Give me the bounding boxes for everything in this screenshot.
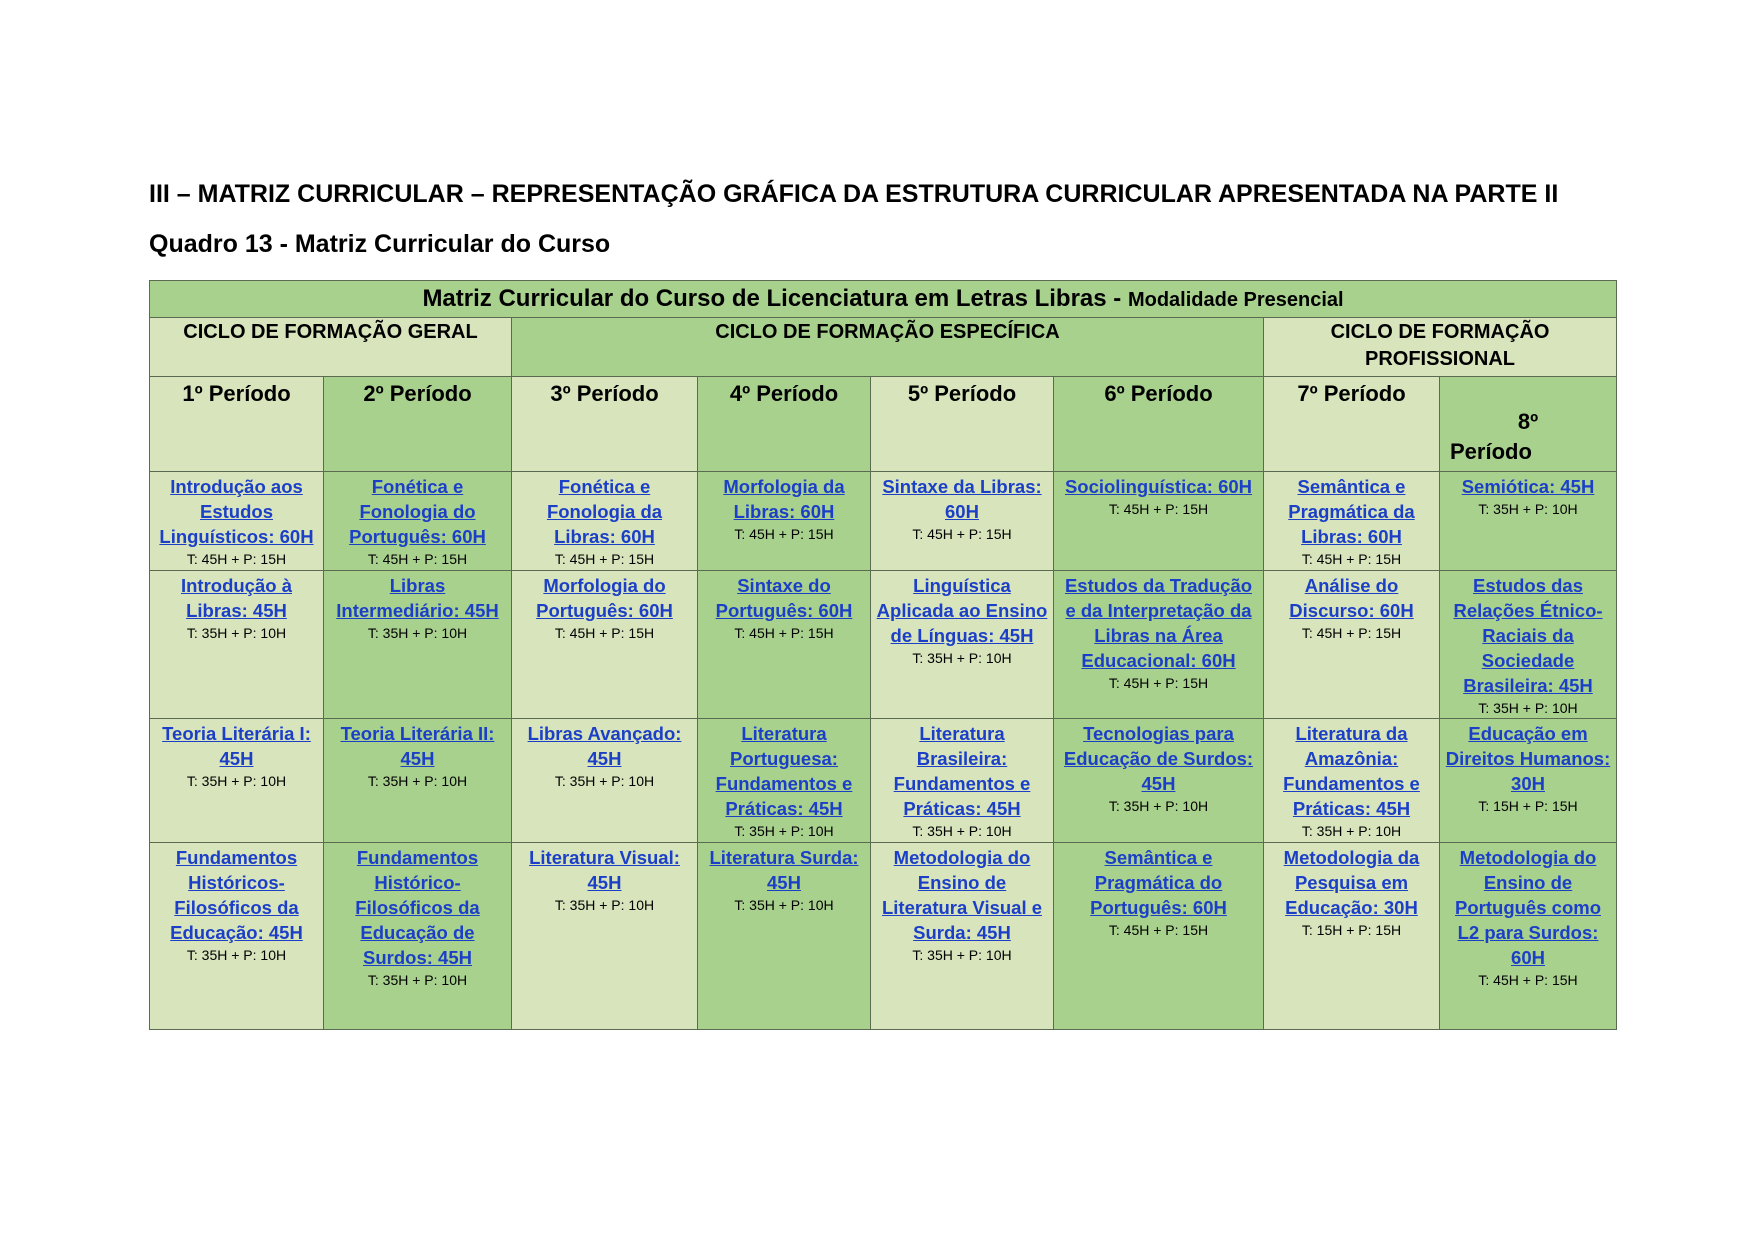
period-header-1: [150, 377, 324, 472]
subject-load: T: 35H + P: 10H: [367, 972, 468, 988]
subject-load: T: 45H + P: 15H: [1108, 675, 1209, 691]
period-8-number: 8º: [1517, 409, 1539, 434]
subject-link[interactable]: Introdução à Libras: 45H: [180, 575, 292, 621]
period-label: 2º Período: [363, 381, 472, 406]
subject-link[interactable]: Análise do Discurso: 60H: [1289, 575, 1414, 621]
period-label: 5º Período: [907, 381, 1017, 406]
subject-link[interactable]: Sintaxe do Português: 60H: [715, 575, 853, 621]
subject-load: T: 35H + P: 10H: [186, 773, 287, 789]
subject-cell: [1440, 719, 1617, 843]
subject-cell: [512, 843, 698, 1030]
period-header-4: [698, 377, 871, 472]
subject-load: T: 35H + P: 10H: [367, 625, 468, 641]
subject-link[interactable]: Fonética e Fonologia da Libras: 60H: [546, 476, 663, 547]
subject-cell: [698, 719, 871, 843]
curriculum-matrix-table: [149, 280, 1617, 1030]
subject-load: T: 45H + P: 15H: [554, 625, 655, 641]
subject-load: T: 45H + P: 15H: [1301, 625, 1402, 641]
subject-cell: [1264, 571, 1440, 719]
subject-link[interactable]: Educação em Direitos Humanos: 30H: [1445, 723, 1611, 794]
subject-row-4: [150, 843, 1617, 1030]
subject-row-2: [150, 571, 1617, 719]
period-label: 7º Período: [1297, 381, 1406, 406]
period-row: [150, 377, 1617, 472]
period-label: 1º Período: [182, 381, 291, 406]
subject-link[interactable]: Morfologia do Português: 60H: [536, 575, 673, 621]
subject-link[interactable]: Literatura da Amazônia: Fundamentos e Práticas: 45H: [1283, 723, 1420, 819]
title-separator: -: [1106, 285, 1128, 312]
subject-cell: [324, 719, 512, 843]
subject-cell: [1440, 843, 1617, 1030]
period-header-7: [1264, 377, 1440, 472]
subject-load: T: 45H + P: 15H: [186, 551, 287, 567]
subject-cell: [512, 472, 698, 571]
subject-cell: [1054, 843, 1264, 1030]
subject-link[interactable]: Semântica e Pragmática da Libras: 60H: [1288, 476, 1415, 547]
subject-cell: [512, 719, 698, 843]
subject-load: T: 15H + P: 15H: [1478, 798, 1578, 814]
subject-load: T: 35H + P: 10H: [186, 947, 287, 963]
subject-link[interactable]: Teoria Literária I: 45H: [162, 723, 311, 769]
period-header-2: [324, 377, 512, 472]
period-header-8: [1440, 377, 1617, 472]
subject-link[interactable]: Metodologia do Ensino de Literatura Visual e Surda: 45H: [881, 847, 1043, 943]
subject-cell: [1264, 843, 1440, 1030]
page-heading: III – MATRIZ CURRICULAR – REPRESENTAÇÃO GRÁFICA DA ESTRUTURA CURRICULAR APRESENTADA NA PARTE II: [149, 180, 1559, 208]
subject-cell: [698, 571, 871, 719]
subject-load: T: 15H + P: 15H: [1301, 922, 1402, 938]
subject-link[interactable]: Metodologia da Pesquisa em Educação: 30H: [1283, 847, 1420, 918]
subject-cell: [1264, 472, 1440, 571]
subject-load: T: 35H + P: 10H: [1108, 798, 1209, 814]
subject-cell: [150, 472, 324, 571]
subject-link[interactable]: Libras Intermediário: 45H: [336, 575, 499, 621]
cycle-specific: CICLO DE FORMAÇÃO ESPECÍFICA: [512, 318, 1264, 377]
subject-link[interactable]: Literatura Surda: 45H: [709, 847, 859, 893]
subject-link[interactable]: Introdução aos Estudos Linguísticos: 60H: [159, 476, 314, 547]
subject-link[interactable]: Metodologia do Ensino de Português como L2 para Surdos: 60H: [1455, 847, 1601, 968]
subject-load: T: 45H + P: 15H: [1108, 922, 1209, 938]
subject-load: T: 45H + P: 15H: [1478, 972, 1578, 988]
subject-cell: [871, 472, 1054, 571]
cycle-row: [150, 318, 1617, 377]
subject-link[interactable]: Semiótica: 45H: [1461, 476, 1595, 497]
subject-link[interactable]: Fundamentos Histórico-Filosóficos da Educação de Surdos: 45H: [355, 847, 480, 968]
period-label: 4º Período: [729, 381, 839, 406]
subject-load: T: 35H + P: 10H: [734, 823, 834, 839]
subject-cell: [1054, 472, 1264, 571]
subject-load: T: 35H + P: 10H: [734, 897, 834, 913]
subject-load: T: 45H + P: 15H: [734, 526, 834, 542]
subject-cell: [698, 843, 871, 1030]
subject-row-1: [150, 472, 1617, 571]
subject-load: T: 35H + P: 10H: [912, 650, 1012, 666]
period-header-5: [871, 377, 1054, 472]
subject-cell: [871, 571, 1054, 719]
subject-load: T: 35H + P: 10H: [1301, 823, 1402, 839]
subject-cell: [871, 719, 1054, 843]
table-title-cell: [150, 281, 1617, 318]
subject-link[interactable]: Sintaxe da Libras: 60H: [882, 476, 1042, 522]
title-row: [150, 281, 1617, 318]
subject-load: T: 45H + P: 15H: [554, 551, 655, 567]
subject-link[interactable]: Estudos das Relações Étnico-Raciais da Sociedade Brasileira: 45H: [1453, 575, 1603, 696]
subject-link[interactable]: Libras Avançado: 45H: [527, 723, 682, 769]
subject-cell: [324, 472, 512, 571]
cycle-general: CICLO DE FORMAÇÃO GERAL: [150, 318, 512, 377]
subject-link[interactable]: Literatura Portuguesa: Fundamentos e Práticas: 45H: [715, 723, 853, 819]
subject-cell: [150, 719, 324, 843]
period-label: 3º Período: [550, 381, 659, 406]
subject-load: T: 45H + P: 15H: [367, 551, 468, 567]
subject-link[interactable]: Teoria Literária II: 45H: [340, 723, 495, 769]
subject-cell: [512, 571, 698, 719]
subject-link[interactable]: Linguística Aplicada ao Ensino de Línguas: 45H: [876, 575, 1048, 646]
subject-link[interactable]: Estudos da Tradução e da Interpretação da Libras na Área Educacional: 60H: [1064, 575, 1253, 671]
subject-link[interactable]: Literatura Visual: 45H: [529, 847, 680, 893]
subject-load: T: 35H + P: 10H: [912, 823, 1012, 839]
period-8-word: Período: [1450, 439, 1532, 464]
subject-link[interactable]: Tecnologias para Educação de Surdos: 45H: [1063, 723, 1254, 794]
subject-load: T: 35H + P: 10H: [1478, 700, 1578, 716]
period-label: 6º Período: [1104, 381, 1213, 406]
subject-load: T: 35H + P: 10H: [554, 773, 655, 789]
period-header-3: [512, 377, 698, 472]
subject-cell: [150, 843, 324, 1030]
subject-load: T: 45H + P: 15H: [912, 526, 1012, 542]
table-modality: Modalidade Presencial: [1127, 289, 1344, 311]
period-header-6: [1054, 377, 1264, 472]
subject-cell: [1264, 719, 1440, 843]
subject-row-3: [150, 719, 1617, 843]
subject-link[interactable]: Morfologia da Libras: 60H: [723, 476, 845, 522]
subject-link[interactable]: Literatura Brasileira: Fundamentos e Práticas: 45H: [893, 723, 1031, 819]
subject-cell: [698, 472, 871, 571]
subject-link[interactable]: Fonética e Fonologia do Português: 60H: [349, 476, 486, 547]
subject-load: T: 35H + P: 10H: [1478, 501, 1578, 517]
subject-cell: [1440, 472, 1617, 571]
subject-link[interactable]: Semântica e Pragmática do Português: 60H: [1090, 847, 1227, 918]
subject-load: T: 35H + P: 10H: [186, 625, 287, 641]
table-caption: Quadro 13 - Matriz Curricular do Curso: [149, 230, 611, 258]
subject-cell: [324, 843, 512, 1030]
subject-cell: [1054, 571, 1264, 719]
subject-load: T: 35H + P: 10H: [367, 773, 468, 789]
subject-load: T: 45H + P: 15H: [1301, 551, 1402, 567]
subject-link[interactable]: Sociolinguística: 60H: [1064, 476, 1253, 497]
table-title: Matriz Curricular do Curso de Licenciatura em Letras Libras: [422, 285, 1107, 312]
subject-cell: [1054, 719, 1264, 843]
subject-cell: [150, 571, 324, 719]
subject-load: T: 45H + P: 15H: [1108, 501, 1209, 517]
subject-cell: [324, 571, 512, 719]
subject-load: T: 35H + P: 10H: [554, 897, 655, 913]
subject-cell: [1440, 571, 1617, 719]
subject-load: T: 35H + P: 10H: [912, 947, 1012, 963]
subject-load: T: 45H + P: 15H: [734, 625, 834, 641]
subject-link[interactable]: Fundamentos Históricos-Filosóficos da Educação: 45H: [170, 847, 303, 943]
cycle-professional: CICLO DE FORMAÇÃO PROFISSIONAL: [1264, 318, 1617, 377]
subject-cell: [871, 843, 1054, 1030]
